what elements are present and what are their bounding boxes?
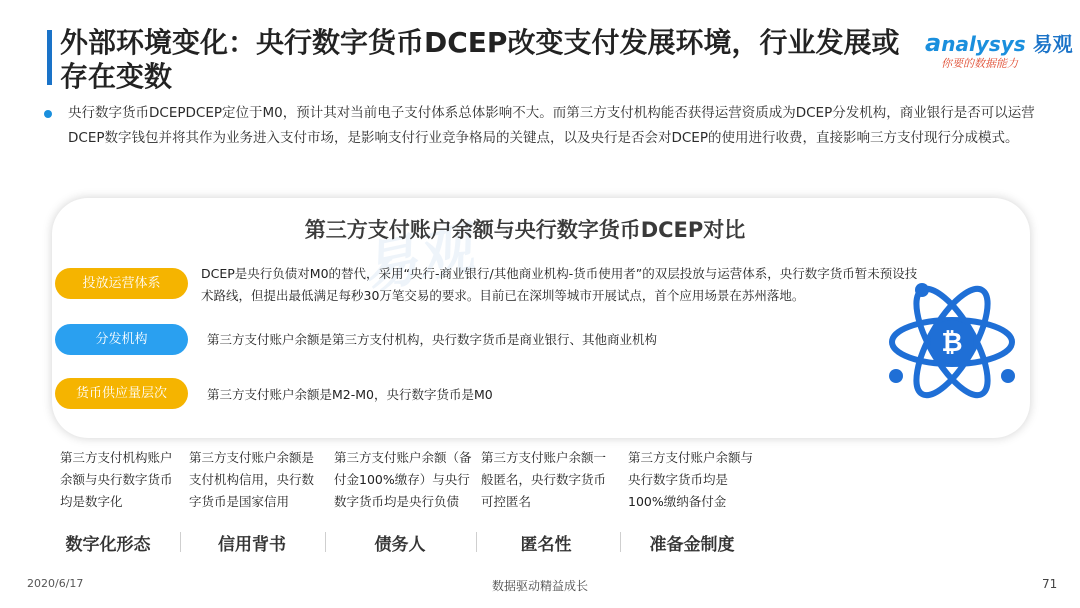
column-heading-digital: 数字化形态 — [65, 535, 151, 555]
logo-brand: nalysys — [941, 32, 1026, 56]
panel-title: 第三方支付账户余额与央行数字货币DCEP对比 — [304, 218, 746, 242]
column-text-anonymity: 第三方支付账户余额一般匿名，央行数字货币可控匿名 — [481, 450, 607, 509]
bitcoin-atom-icon — [888, 278, 1016, 406]
column-divider — [325, 532, 326, 552]
bullet-dot — [44, 110, 52, 118]
footer-date: 2020/6/17 — [27, 577, 84, 590]
column-divider — [620, 532, 621, 552]
intro-paragraph: 央行数字货币DCEPDCEP定位于M0，预计其对当前电子支付体系总体影响不大。而第三方支付机构能否获得运营资质成为DCEP分发机构，商业银行是否可以运营DCEP数字钱包并将其作为业务进入支付市场，是影响支付行业竞争格局的关键点，以及央行是否会对DCEP的使用进行收费，直接影响三方支付现行分成模式。 — [68, 105, 1035, 146]
column-text-debtor: 第三方支付账户余额（备付金100%缴存）与央行数字货币均是央行负债 — [334, 450, 472, 509]
column-divider — [180, 532, 181, 552]
column-text-reserve: 第三方支付账户余额与央行数字货币均是100%缴纳备付金 — [628, 450, 754, 509]
logo-tagline: 你要的数据能力 — [941, 57, 1018, 70]
column-heading-anonymity: 匿名性 — [520, 535, 572, 555]
logo-brand-cn: 易观 — [1032, 32, 1073, 56]
row-text-distributor: 第三方支付账户余额是第三方支付机构，央行数字货币是商业银行、其他商业机构 — [207, 332, 658, 347]
column-heading-credit: 信用背书 — [218, 535, 286, 555]
page-number: 71 — [1042, 577, 1058, 591]
column-text-credit: 第三方支付账户余额是支付机构信用，央行数字货币是国家信用 — [189, 450, 315, 509]
svg-text:₿: ₿ — [941, 328, 963, 358]
column-text-digital: 第三方支付机构账户余额与央行数字货币均是数字化 — [60, 450, 173, 509]
pill-distribution-system: 投放运营体系 — [55, 268, 188, 299]
footer-slogan: 数据驱动精益成长 — [491, 579, 588, 593]
pill-money-supply-level: 货币供应量层次 — [55, 378, 188, 409]
page-title: 外部环境变化：央行数字货币DCEP改变支付发展环境，行业发展或存在变数 — [60, 26, 900, 93]
column-divider — [476, 532, 477, 552]
pill-distributor: 分发机构 — [55, 324, 188, 355]
column-heading-debtor: 债务人 — [374, 535, 426, 555]
analysys-logo: analysys 易观 你要的数据能力 — [925, 29, 1073, 70]
row-text-money-supply-level: 第三方支付账户余额是M2-M0，央行数字货币是M0 — [207, 387, 493, 402]
title-accent-bar — [47, 30, 52, 85]
column-heading-reserve: 准备金制度 — [649, 535, 735, 555]
row-text-distribution-system: DCEP是央行负债对M0的替代，采用“央行-商业银行/其他商业机构-货币使用者”的双层投放与运营体系，央行数字货币暂未预设技术路线，但提出最低满足每秒30万笔交易的要求。目前已在深圳等城市开展试点，首个应用场景在苏州落地。 — [201, 266, 918, 303]
